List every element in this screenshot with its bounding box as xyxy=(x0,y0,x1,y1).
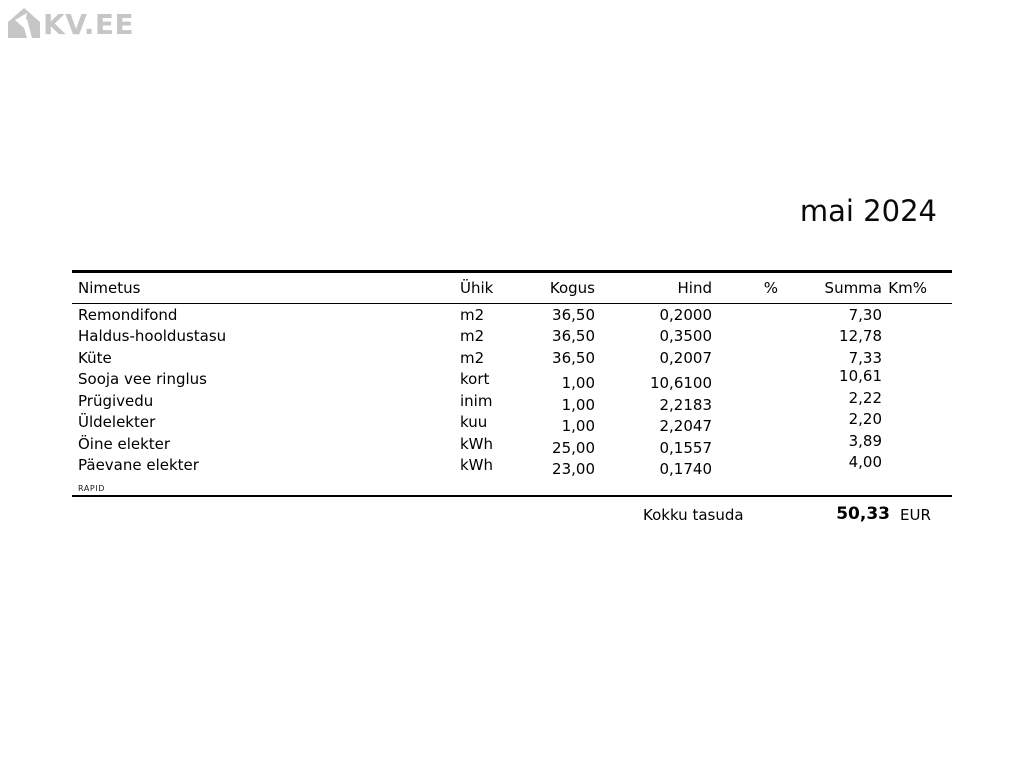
cell-uhik: m2 xyxy=(460,305,485,324)
cell-hind: 2,2047 xyxy=(659,417,712,436)
cell-uhik: inim xyxy=(460,391,493,410)
header-km: Km% xyxy=(888,279,927,297)
cell-summa: 4,00 xyxy=(848,453,882,472)
header-percent: % xyxy=(763,279,778,297)
invoice-table xyxy=(72,270,952,533)
total-currency: EUR xyxy=(900,506,931,524)
cell-summa: 3,89 xyxy=(848,431,882,450)
cell-nimetus: Haldus-hooldustasu xyxy=(78,327,227,346)
table-row xyxy=(72,369,952,391)
cell-nimetus: Remondifond xyxy=(78,305,178,324)
table-total-row xyxy=(72,497,952,533)
table-row xyxy=(72,455,952,477)
total-label: Kokku tasuda xyxy=(643,506,744,524)
table-row xyxy=(72,347,952,369)
table-row xyxy=(72,326,952,348)
header-uhik: Ühik xyxy=(460,279,494,297)
cell-kogus: 23,00 xyxy=(552,460,595,479)
kv-ee-logo xyxy=(8,8,134,42)
header-kogus: Kogus xyxy=(549,279,595,297)
total-amount: 50,33 xyxy=(836,504,890,524)
cell-hind: 0,1740 xyxy=(659,460,712,479)
cell-nimetus: Üldelekter xyxy=(78,413,156,432)
header-hind: Hind xyxy=(677,279,712,297)
cell-kogus: 1,00 xyxy=(561,395,595,414)
cell-hind: 0,2000 xyxy=(659,305,712,324)
table-row xyxy=(72,433,952,455)
table-footnote-row xyxy=(72,476,952,497)
cell-summa: 7,30 xyxy=(848,305,882,324)
cell-hind: 0,2007 xyxy=(659,348,712,367)
table-row xyxy=(72,304,952,326)
cell-nimetus: Öine elekter xyxy=(78,434,171,453)
cell-hind: 0,1557 xyxy=(659,438,712,457)
cell-kogus: 36,50 xyxy=(552,348,595,367)
table-body xyxy=(72,304,952,479)
cell-hind: 2,2183 xyxy=(659,395,712,414)
cell-kogus: 1,00 xyxy=(561,374,595,393)
cell-hind: 10,6100 xyxy=(649,374,712,393)
cell-summa: 2,22 xyxy=(848,388,882,407)
table-row xyxy=(72,390,952,412)
cell-kogus: 1,00 xyxy=(561,417,595,436)
cell-hind: 0,3500 xyxy=(659,327,712,346)
table-header-row xyxy=(72,270,952,304)
cell-nimetus: Sooja vee ringlus xyxy=(78,370,207,389)
header-summa: Summa xyxy=(824,279,882,297)
cell-kogus: 36,50 xyxy=(552,327,595,346)
cell-uhik: kWh xyxy=(460,434,494,453)
software-footnote: RAPID xyxy=(78,484,106,493)
cell-kogus: 25,00 xyxy=(552,438,595,457)
cell-uhik: kWh xyxy=(460,456,494,475)
cell-summa: 7,33 xyxy=(848,348,882,367)
cell-kogus: 36,50 xyxy=(552,305,595,324)
cell-nimetus: Päevane elekter xyxy=(78,456,199,475)
table-row xyxy=(72,412,952,434)
cell-nimetus: Prügivedu xyxy=(78,391,154,410)
cell-uhik: kuu xyxy=(460,413,488,432)
house-icon xyxy=(8,8,40,42)
cell-summa: 12,78 xyxy=(839,327,882,346)
logo-brand-text: KV.EE xyxy=(43,8,135,41)
cell-nimetus: Küte xyxy=(78,348,112,367)
cell-uhik: m2 xyxy=(460,348,485,367)
period-title: mai 2024 xyxy=(799,194,937,228)
header-nimetus: Nimetus xyxy=(78,279,141,297)
cell-summa: 2,20 xyxy=(848,410,882,429)
cell-uhik: kort xyxy=(460,370,490,389)
cell-uhik: m2 xyxy=(460,327,485,346)
cell-summa: 10,61 xyxy=(839,367,882,386)
